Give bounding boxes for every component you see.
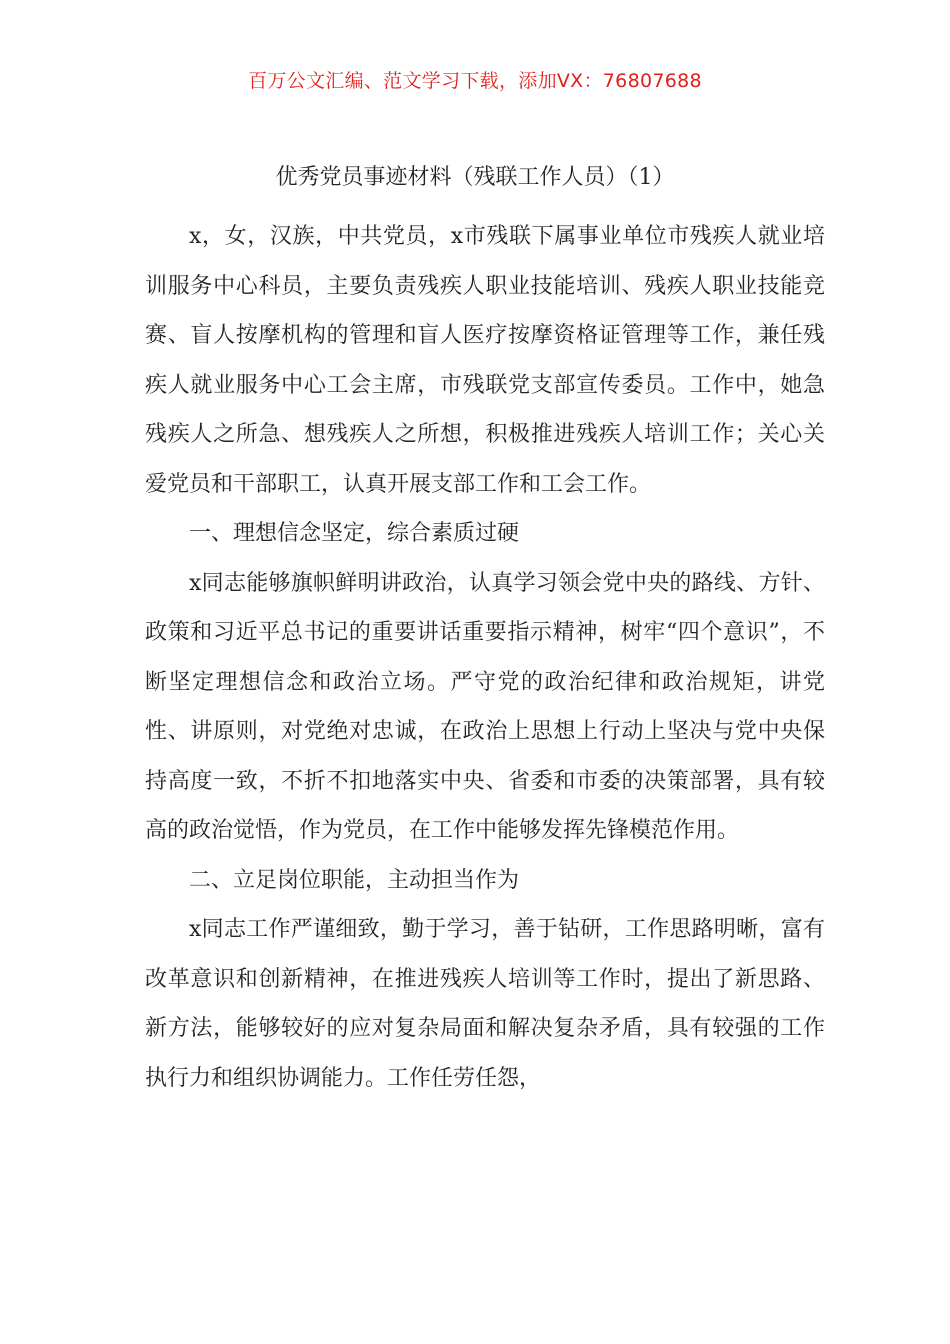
header-note: 百万公文汇编、范文学习下载，添加VX：76807688 (248, 70, 702, 92)
paragraph-section-1: x同志能够旗帜鲜明讲政治，认真学习领会党中央的路线、方针、政策和习近平总书记的重要讲话重要指示精神，树牢“四个意识”，不断坚定理想信念和政治立场。严守党的政治纪律和政治规矩，讲党性、讲原则，对党绝对忠诚，在政治上思想上行动上坚决与党中央保持高度一致，不折不扣地落实中央、省委和市委的决策部署，具有较高的政治觉悟，作为党员，在工作中能够发挥先锋模范作用。 (145, 570, 825, 843)
document-body (145, 212, 825, 1103)
paragraph-section-2: x同志工作严谨细致，勤于学习，善于钻研，工作思路明晰，富有改革意识和创新精神，在推进残疾人培训等工作时，提出了新思路、新方法，能够较好的应对复杂局面和解决复杂矛盾，具有较强的工作执行力和组织协调能力。工作任劳任怨， (145, 917, 825, 1091)
document-title: 优秀党员事迹材料（残联工作人员）（1） (275, 165, 675, 190)
section-heading-1: 一、理想信念坚定，综合素质过硬 (189, 521, 520, 546)
paragraph-intro: x，女，汉族，中共党员，x市残联下属事业单位市残疾人就业培训服务中心科员，主要负责残疾人职业技能培训、残疾人职业技能竞赛、盲人按摩机构的管理和盲人医疗按摩资格证管理等工作，兼任残疾人就业服务中心工会主席，市残联党支部宣传委员。工作中，她急残疾人之所急、想残疾人之所想，积极推进残疾人培训工作；关心关爱党员和干部职工，认真开展支部工作和工会工作。 (145, 224, 825, 497)
section-heading-2: 二、立足岗位职能，主动担当作为 (189, 867, 520, 893)
